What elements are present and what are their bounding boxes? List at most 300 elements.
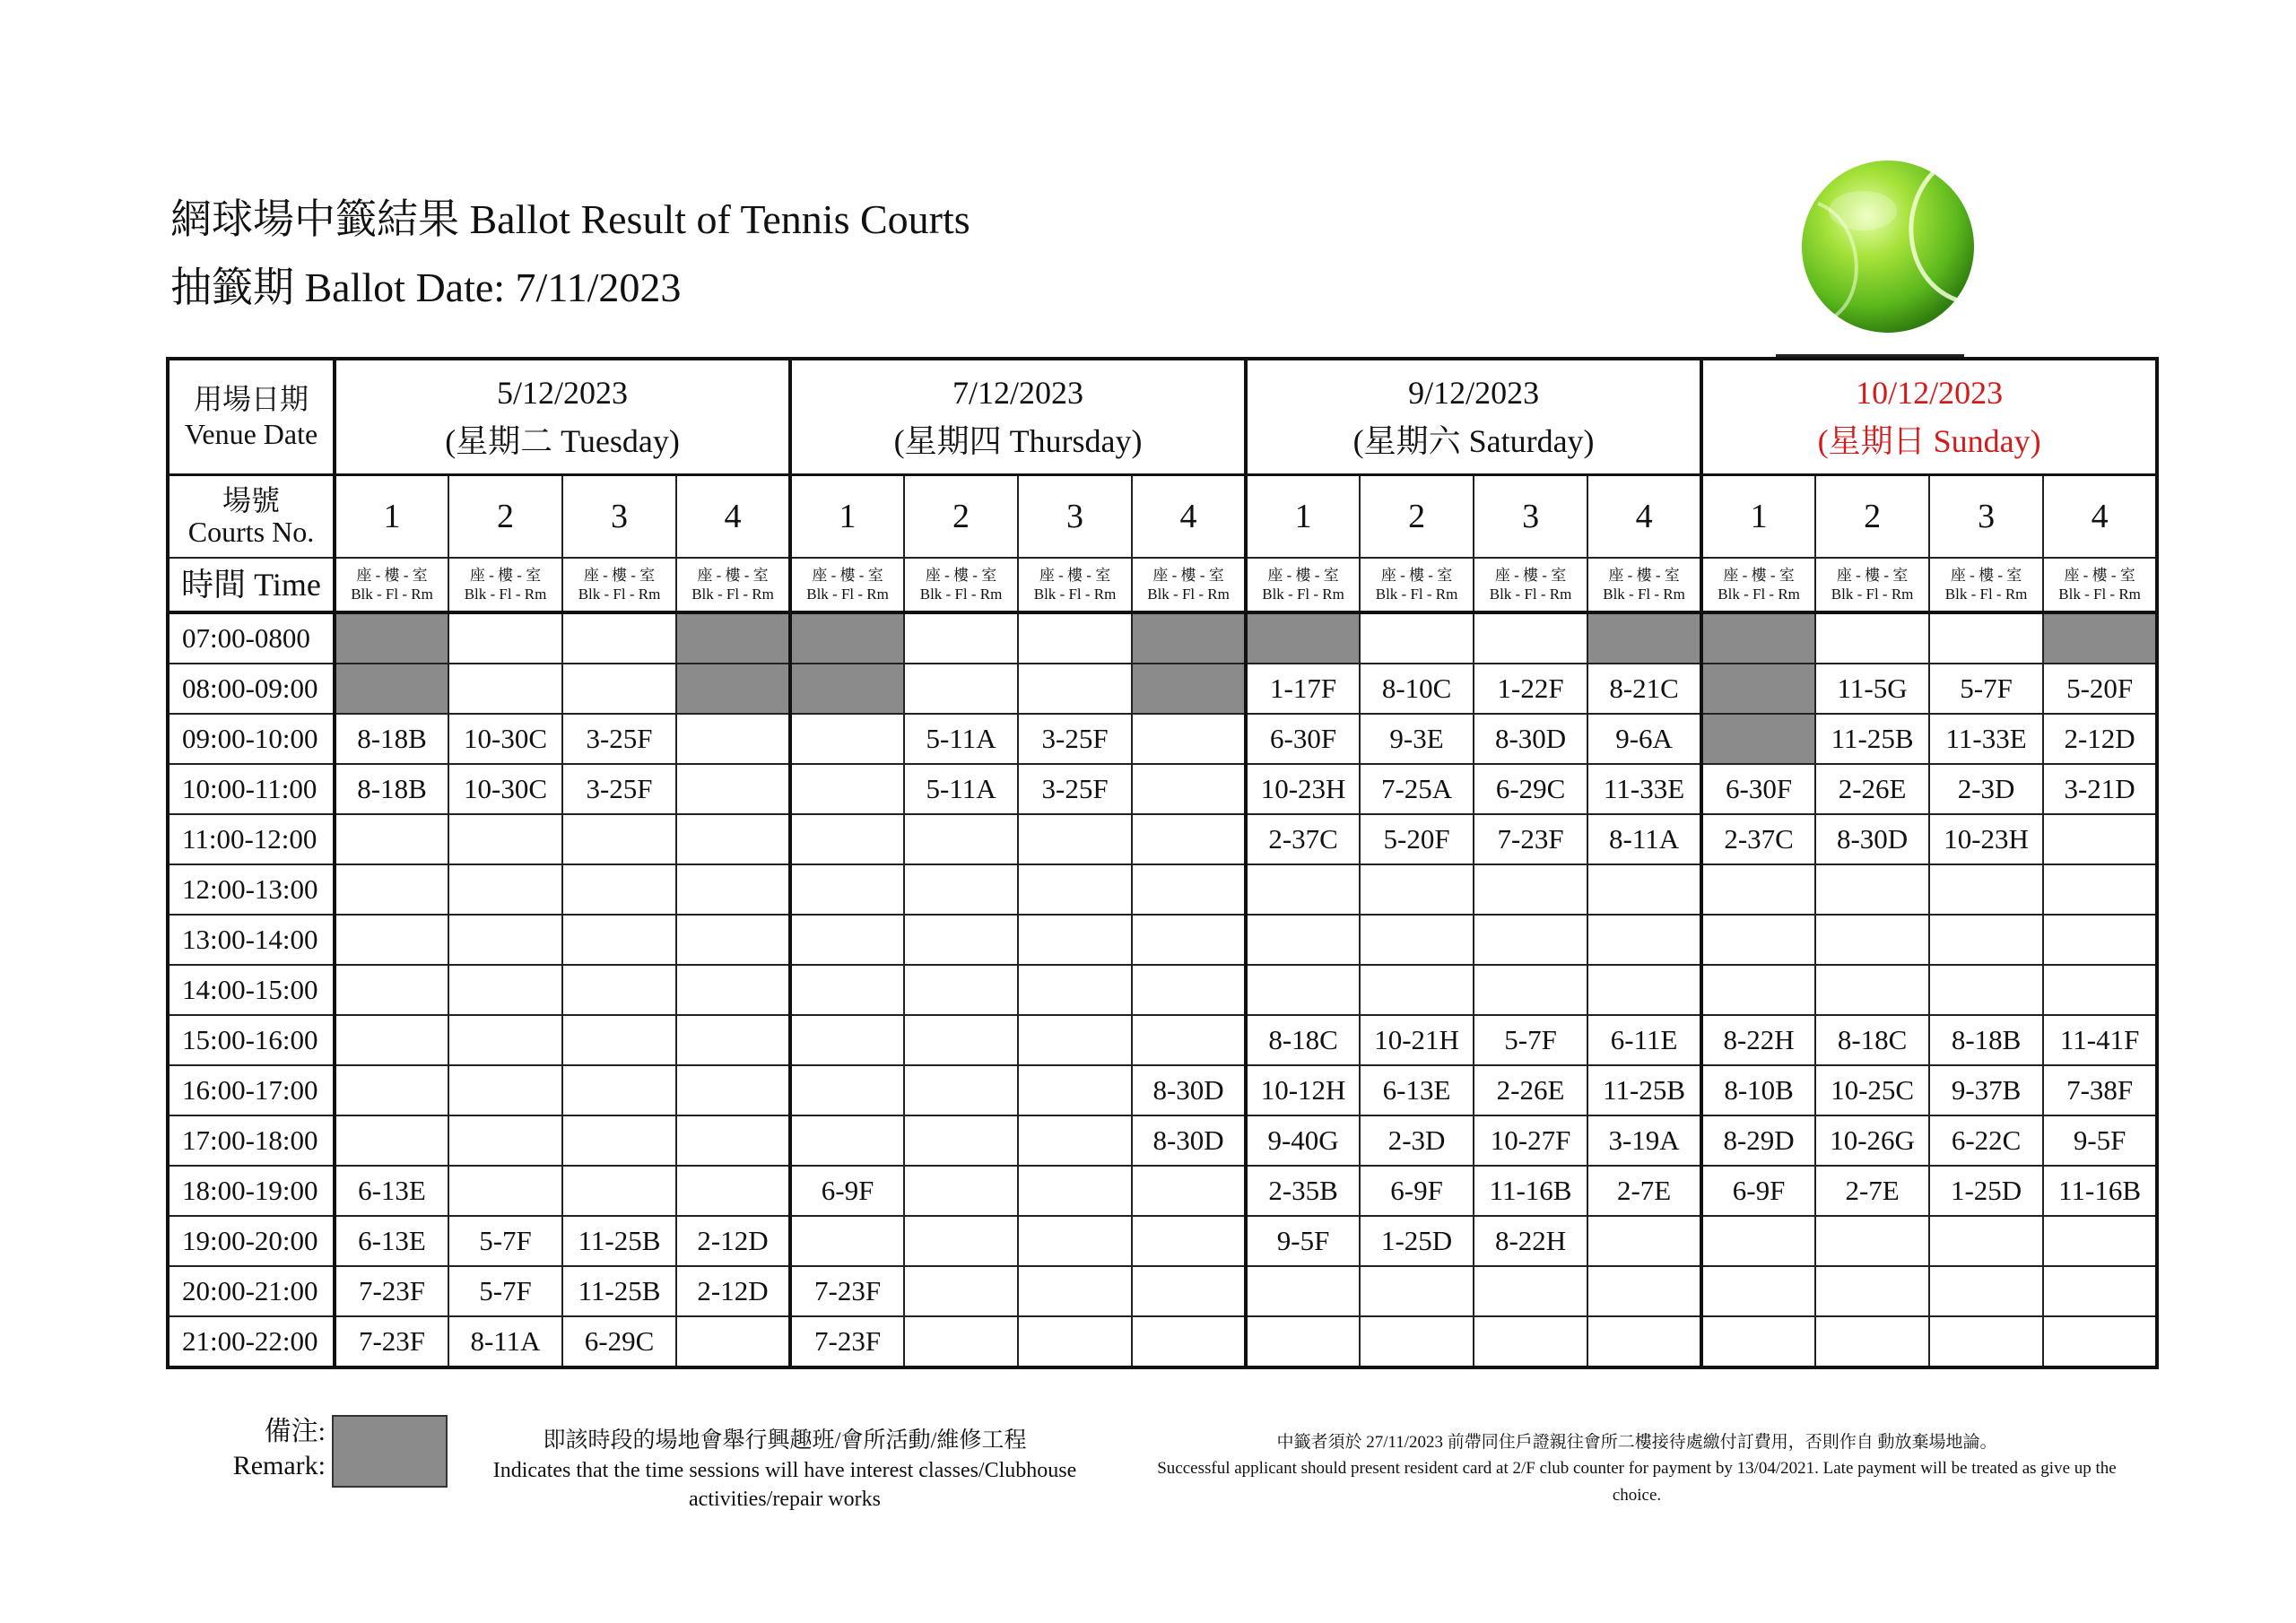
reserved-slot [1701,714,1815,764]
ballot-cell: 7-23F [790,1316,904,1367]
ballot-cell [448,1166,562,1216]
ballot-cell: 2-26E [1474,1065,1587,1115]
time-slot-label: 08:00-09:00 [168,664,335,714]
time-slot-label: 21:00-22:00 [168,1316,335,1367]
ballot-cell: 7-23F [335,1266,448,1316]
ballot-cell [1929,1316,2043,1367]
time-slot-label: 19:00-20:00 [168,1216,335,1266]
unit-format-label [790,558,904,612]
ballot-cell [1474,965,1587,1015]
ballot-cell [676,864,790,915]
ballot-cell: 10-26G [1815,1115,1929,1166]
ballot-cell [1132,864,1246,915]
date-label: 7/12/2023 [952,375,1084,411]
ballot-cell [1701,915,1815,965]
ballot-cell: 11-33E [1587,764,1701,814]
reserved-slot [1246,612,1360,664]
ballot-cell: 2-7E [1587,1166,1701,1216]
tennis-ball-icon [1798,157,1978,336]
ballot-cell [1018,1115,1132,1166]
ballot-cell [335,965,448,1015]
unit-format-label [1474,558,1587,612]
unit-format-label [1587,558,1701,612]
ballot-cell: 11-5G [1815,664,1929,714]
reserved-slot [790,612,904,664]
reserved-slot [335,664,448,714]
ballot-cell [790,1216,904,1266]
unit-format-label [1132,558,1246,612]
ballot-cell [562,1065,676,1115]
ballot-date: 抽籤期 Ballot Date: 7/11/2023 [170,265,682,310]
remark-label-en: Remark: [232,1451,326,1481]
ballot-cell [1132,1166,1246,1216]
ballot-cell [1701,1216,1815,1266]
ballot-cell [2043,1316,2157,1367]
ballot-cell [1132,1015,1246,1065]
ballot-cell [448,1065,562,1115]
remark-shade-description [462,1426,1108,1515]
ballot-cell [904,1216,1018,1266]
ballot-cell: 2-26E [1815,764,1929,814]
ballot-cell [1929,864,2043,915]
ballot-cell: 6-29C [562,1316,676,1367]
ballot-cell [1701,1316,1815,1367]
unit-format-zh: 座 - 樓 - 室 [697,566,769,584]
ballot-cell: 8-30D [1132,1065,1246,1115]
ballot-cell [448,612,562,664]
ballot-cell: 2-35B [1246,1166,1360,1216]
ballot-cell [1246,1316,1360,1367]
time-slot-label: 18:00-19:00 [168,1166,335,1216]
court-number: 1 [1246,475,1360,559]
venue-date-label-en: Venue Date [184,418,318,450]
ballot-cell: 3-25F [562,764,676,814]
court-number: 1 [1701,475,1815,559]
ballot-cell [335,814,448,864]
court-number: 4 [1132,475,1246,559]
time-slot-label: 20:00-21:00 [168,1266,335,1316]
time-slot-row [168,612,2157,664]
time-slot-row [168,915,2157,965]
ballot-cell [790,1015,904,1065]
ballot-cell [790,714,904,764]
unit-format-en: Blk - Fl - Rm [1033,586,1117,603]
time-label: 時間 Time [168,558,335,612]
ballot-cell [1132,814,1246,864]
reserved-slot [1701,664,1815,714]
ballot-cell [562,1015,676,1065]
ballot-cell: 8-30D [1474,714,1587,764]
ballot-cell: 7-25A [1360,764,1474,814]
ballot-cell: 8-30D [1132,1115,1246,1166]
time-slot-label: 09:00-10:00 [168,714,335,764]
ballot-cell [1132,1316,1246,1367]
unit-format-en: Blk - Fl - Rm [2058,586,2141,603]
time-slot-row [168,764,2157,814]
ballot-cell [1701,965,1815,1015]
ballot-cell [1360,965,1474,1015]
date-label: 9/12/2023 [1408,375,1540,411]
ballot-cell: 10-30C [448,764,562,814]
ballot-cell [1815,864,1929,915]
unit-format-label [1360,558,1474,612]
ballot-cell [1132,1216,1246,1266]
unit-format-zh: 座 - 樓 - 室 [1039,566,1111,584]
ballot-cell: 2-7E [1815,1166,1929,1216]
ballot-cell: 8-10C [1360,664,1474,714]
ballot-cell: 2-37C [1246,814,1360,864]
page-title: 網球場中籤結果 Ballot Result of Tennis Courts [170,196,970,242]
remark-shade-text-zh: 即該時段的場地會舉行興趣班/會所活動/維修工程 [543,1428,1027,1453]
ballot-cell: 5-7F [448,1216,562,1266]
ballot-cell: 6-9F [1701,1166,1815,1216]
ballot-cell [1018,814,1132,864]
unit-format-zh: 座 - 樓 - 室 [1494,566,1567,584]
payment-notice [1135,1429,2139,1508]
court-number: 4 [1587,475,1701,559]
court-number: 1 [790,475,904,559]
ballot-cell [1246,1266,1360,1316]
ballot-cell: 8-22H [1474,1216,1587,1266]
ballot-cell [1018,1015,1132,1065]
time-slot-label: 17:00-18:00 [168,1115,335,1166]
ballot-cell [1587,1316,1701,1367]
unit-format-en: Blk - Fl - Rm [1147,586,1230,603]
ballot-cell: 7-23F [790,1266,904,1316]
date-header [1701,359,2157,475]
ballot-cell: 1-25D [1360,1216,1474,1266]
ballot-cell [1587,1216,1701,1266]
ballot-cell [1018,1166,1132,1216]
time-slot-label: 14:00-15:00 [168,965,335,1015]
ballot-cell [448,915,562,965]
ballot-cell [790,1115,904,1166]
ballot-cell [1701,864,1815,915]
ballot-cell: 5-11A [904,764,1018,814]
remark-shade-text-en: Indicates that the time sessions will have interest classes/Clubhouse activities/repair works [492,1458,1077,1512]
court-number: 3 [1018,475,1132,559]
unit-format-zh: 座 - 樓 - 室 [1380,566,1453,584]
ballot-cell [904,965,1018,1015]
court-number: 1 [335,475,448,559]
ballot-cell: 6-22C [1929,1115,2043,1166]
ballot-cell: 3-25F [562,714,676,764]
ballot-cell [676,1065,790,1115]
ballot-cell [562,915,676,965]
ballot-cell [1018,965,1132,1015]
time-slot-row [168,864,2157,915]
ballot-cell [904,1015,1018,1065]
ballot-cell [1929,965,2043,1015]
court-number: 2 [1360,475,1474,559]
unit-format-zh: 座 - 樓 - 室 [469,566,542,584]
ballot-cell: 3-25F [1018,714,1132,764]
time-slot-row [168,814,2157,864]
ballot-cell: 10-21H [1360,1015,1474,1065]
ballot-cell: 6-11E [1587,1015,1701,1065]
court-number: 3 [1929,475,2043,559]
ballot-cell [904,814,1018,864]
ballot-cell: 5-20F [1360,814,1474,864]
ballot-cell: 6-13E [335,1166,448,1216]
unit-format-en: Blk - Fl - Rm [1262,586,1344,603]
ballot-cell: 11-41F [2043,1015,2157,1065]
ballot-cell: 5-20F [2043,664,2157,714]
court-number: 2 [904,475,1018,559]
ballot-cell [1929,915,2043,965]
unit-format-en: Blk - Fl - Rm [578,586,661,603]
ballot-cell: 11-16B [1474,1166,1587,1216]
unit-format-label [335,558,448,612]
ballot-cell: 6-13E [335,1216,448,1266]
ballot-cell: 11-16B [2043,1166,2157,1216]
ballot-cell: 9-5F [2043,1115,2157,1166]
unit-format-en: Blk - Fl - Rm [1718,586,1800,603]
unit-format-label [1246,558,1360,612]
ballot-cell [335,1115,448,1166]
ballot-cell [676,1316,790,1367]
ballot-cell [1815,612,1929,664]
unit-format-zh: 座 - 樓 - 室 [1836,566,1909,584]
unit-format-en: Blk - Fl - Rm [1489,586,1572,603]
ballot-cell: 8-22H [1701,1015,1815,1065]
ballot-cell [1132,965,1246,1015]
courts-no-label-zh: 場號 [222,483,280,516]
court-header-row [168,475,2157,559]
unit-format-en: Blk - Fl - Rm [919,586,1003,603]
ballot-cell [790,965,904,1015]
ballot-cell: 3-21D [2043,764,2157,814]
ballot-cell: 7-23F [1474,814,1587,864]
reserved-slot [1587,612,1701,664]
ballot-cell [562,1166,676,1216]
ballot-cell: 6-9F [790,1166,904,1216]
ballot-cell [1474,915,1587,965]
ballot-cell [676,1015,790,1065]
ballot-cell [335,864,448,915]
ballot-cell [1929,1266,2043,1316]
unit-format-label [676,558,790,612]
weekday-label: (星期六 Saturday) [1352,423,1595,459]
ballot-cell [904,864,1018,915]
court-number: 4 [676,475,790,559]
time-slot-row [168,965,2157,1015]
reserved-slot [676,612,790,664]
ballot-cell [790,764,904,814]
court-number: 3 [1474,475,1587,559]
ballot-cell: 3-25F [1018,764,1132,814]
unit-format-en: Blk - Fl - Rm [691,586,774,603]
ballot-cell: 3-19A [1587,1115,1701,1166]
ballot-cell [790,814,904,864]
ballot-cell [676,814,790,864]
ballot-cell: 2-37C [1701,814,1815,864]
remark-shade-swatch [332,1415,448,1488]
ballot-cell: 11-25B [562,1216,676,1266]
unit-format-en: Blk - Fl - Rm [1375,586,1458,603]
court-number: 2 [448,475,562,559]
unit-format-label [1018,558,1132,612]
ballot-cell [562,664,676,714]
ballot-cell [2043,814,2157,864]
ballot-cell: 5-7F [1929,664,2043,714]
weekday-label: (星期日 Sunday) [1817,423,2041,459]
unit-format-en: Blk - Fl - Rm [1944,586,2028,603]
ballot-cell [448,1015,562,1065]
ballot-cell [1018,1216,1132,1266]
ballot-cell [335,915,448,965]
ballot-cell: 8-18B [335,714,448,764]
date-header [790,359,1246,475]
ballot-cell: 10-30C [448,714,562,764]
unit-format-label [1815,558,1929,612]
ballot-cell: 7-38F [2043,1065,2157,1115]
ballot-cell [1587,965,1701,1015]
ballot-cell: 8-29D [1701,1115,1815,1166]
ballot-cell: 2-12D [676,1266,790,1316]
ballot-cell [335,1065,448,1115]
ballot-cell: 10-27F [1474,1115,1587,1166]
ballot-cell [1474,1266,1587,1316]
ballot-cell: 8-30D [1815,814,1929,864]
ballot-cell: 2-3D [1929,764,2043,814]
ballot-cell: 11-25B [562,1266,676,1316]
ballot-cell: 5-11A [904,714,1018,764]
ballot-cell [562,814,676,864]
date-header-row [168,359,2157,475]
ballot-cell [1018,1266,1132,1316]
unit-format-zh: 座 - 樓 - 室 [925,566,997,584]
unit-format-en: Blk - Fl - Rm [1831,586,1914,603]
time-slot-label: 15:00-16:00 [168,1015,335,1065]
time-slot-row [168,1266,2157,1316]
date-label: 5/12/2023 [497,375,629,411]
reserved-slot [790,664,904,714]
ballot-cell: 8-11A [448,1316,562,1367]
ballot-cell [1360,1266,1474,1316]
unit-header-row [168,558,2157,612]
payment-notice-en: Successful applicant should present resident card at 2/F club counter for payment by 13/04/2021. Late payment will be treated as give up the choice. [1157,1459,2117,1505]
time-slot-row [168,1015,2157,1065]
court-number: 2 [1815,475,1929,559]
ballot-cell: 9-5F [1246,1216,1360,1266]
reserved-slot [1701,612,1815,664]
ballot-cell: 10-23H [1246,764,1360,814]
ballot-cell [1587,1266,1701,1316]
unit-format-zh: 座 - 樓 - 室 [812,566,883,584]
time-slot-row [168,714,2157,764]
time-slot-label: 16:00-17:00 [168,1065,335,1115]
unit-format-label [2043,558,2157,612]
ballot-cell: 10-25C [1815,1065,1929,1115]
ballot-cell [1018,864,1132,915]
ballot-cell: 6-30F [1246,714,1360,764]
ballot-cell [676,965,790,1015]
unit-format-zh: 座 - 樓 - 室 [356,566,428,584]
time-slot-row [168,1166,2157,1216]
ballot-cell [1815,965,1929,1015]
ballot-cell: 9-40G [1246,1115,1360,1166]
ballot-cell [904,915,1018,965]
ballot-cell [1246,915,1360,965]
time-slot-label: 13:00-14:00 [168,915,335,965]
time-slot-label: 12:00-13:00 [168,864,335,915]
unit-format-en: Blk - Fl - Rm [351,586,433,603]
ballot-cell: 8-18B [335,764,448,814]
ballot-cell: 6-29C [1474,764,1587,814]
court-number: 3 [562,475,676,559]
time-slot-row [168,1316,2157,1367]
ballot-cell: 8-18C [1815,1015,1929,1065]
unit-format-zh: 座 - 樓 - 室 [1950,566,2022,584]
venue-date-label-zh: 用場日期 [193,382,309,415]
ballot-cell [2043,965,2157,1015]
ballot-cell [1701,1266,1815,1316]
venue-date-label [168,359,335,475]
ballot-cell [562,612,676,664]
ballot-cell: 9-3E [1360,714,1474,764]
unit-format-en: Blk - Fl - Rm [806,586,889,603]
time-slot-row [168,1065,2157,1115]
ballot-cell [676,764,790,814]
ballot-cell [1929,612,2043,664]
weekday-label: (星期二 Tuesday) [445,423,680,459]
ballot-cell [448,1115,562,1166]
ballot-cell [904,612,1018,664]
ballot-cell [1246,965,1360,1015]
unit-format-label [562,558,676,612]
reserved-slot [335,612,448,664]
unit-format-label [448,558,562,612]
ballot-cell: 5-7F [448,1266,562,1316]
ballot-cell: 8-18B [1929,1015,2043,1065]
ballot-cell: 6-13E [1360,1065,1474,1115]
ballot-cell [1587,864,1701,915]
ballot-cell [2043,1216,2157,1266]
reserved-slot [1132,664,1246,714]
ballot-cell [1929,1216,2043,1266]
ballot-cell [904,1065,1018,1115]
ballot-cell: 11-25B [1815,714,1929,764]
ballot-cell [904,664,1018,714]
ballot-cell: 1-22F [1474,664,1587,714]
unit-format-label [1701,558,1815,612]
ballot-cell: 2-12D [676,1216,790,1266]
unit-format-label [904,558,1018,612]
ballot-cell [904,1166,1018,1216]
ballot-cell [335,1015,448,1065]
ballot-cell [904,1266,1018,1316]
ballot-cell [676,714,790,764]
ballot-cell: 2-12D [2043,714,2157,764]
date-label: 10/12/2023 [1856,375,2004,411]
unit-format-en: Blk - Fl - Rm [1603,586,1685,603]
ballot-cell [904,1115,1018,1166]
ballot-cell: 10-23H [1929,814,2043,864]
unit-format-zh: 座 - 樓 - 室 [1152,566,1224,584]
unit-format-label [1929,558,2043,612]
ballot-cell [448,864,562,915]
ballot-cell: 8-10B [1701,1065,1815,1115]
ballot-cell [1132,1266,1246,1316]
unit-format-zh: 座 - 樓 - 室 [1723,566,1795,584]
date-header [335,359,790,475]
ballot-cell [1815,915,1929,965]
ballot-cell: 9-37B [1929,1065,2043,1115]
ballot-cell [1132,915,1246,965]
courts-no-label-en: Courts No. [187,516,315,548]
ballot-cell: 8-21C [1587,664,1701,714]
